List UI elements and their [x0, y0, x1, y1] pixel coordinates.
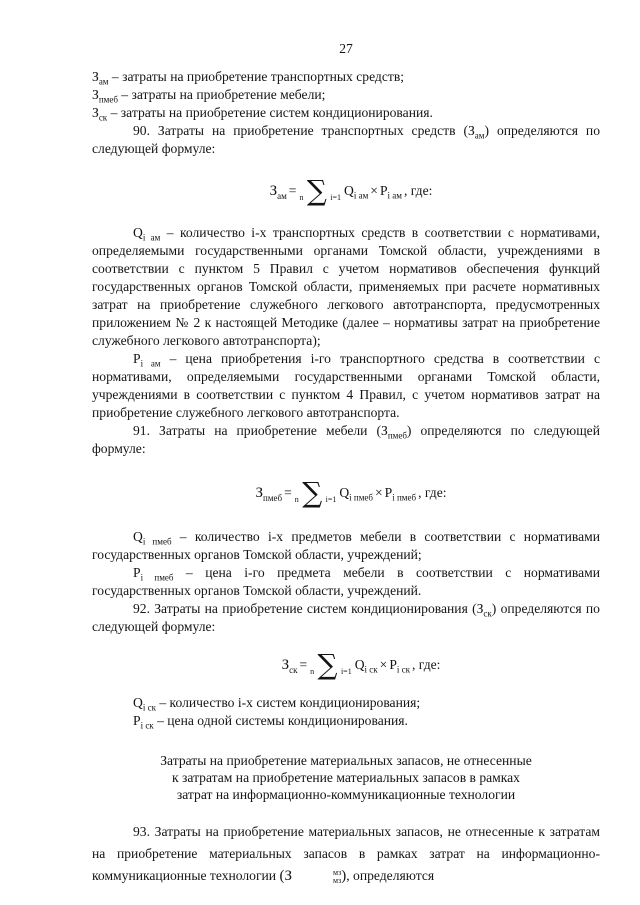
lhs-subscript: ск: [289, 665, 298, 675]
definition-text: – количество i-х систем кондиционирования;: [155, 695, 421, 710]
sum-upper-limit: n: [310, 667, 315, 676]
heading-line: Затраты на приобретение материальных запасов, не отнесенные: [160, 753, 532, 768]
sum-upper-limit: n: [299, 193, 304, 202]
definition-zam: [92, 68, 600, 86]
sum-symbol: [299, 174, 342, 207]
formula-air-conditioning: [122, 636, 600, 694]
formula-quantity: [355, 656, 378, 674]
q-symbol: Q: [339, 485, 350, 500]
formula-price: [389, 656, 410, 674]
definition-qpmeb: [92, 528, 600, 564]
lhs-symbol: З: [255, 485, 264, 501]
definition-text: – затраты на приобретение мебели;: [117, 87, 326, 102]
paragraph-tail: , определяются: [346, 868, 435, 883]
formula-tail: , где:: [418, 485, 447, 500]
formula-tail: , где:: [412, 657, 441, 672]
q-subscript: i ам: [353, 190, 369, 201]
definition-zsk: [92, 104, 600, 122]
sigma-glyph: ∑: [317, 648, 338, 681]
subscript: i ам: [140, 358, 161, 369]
superscript: мз: [333, 867, 342, 877]
subscript: i ам: [142, 232, 161, 243]
definition-text: – цена i-го предмета мебели в соответствии с нормативами государственных органов Томской области, учреждений.: [92, 565, 600, 598]
symbol: P: [133, 351, 141, 366]
p-symbol: P: [379, 183, 388, 198]
q-symbol: Q: [344, 183, 354, 198]
lhs-symbol: З: [269, 183, 278, 199]
heading-line: к затратам на приобретение материальных запасов в рамках: [172, 770, 520, 785]
paragraph-tail: ) определяются по следующей формуле:: [92, 423, 600, 456]
formula-times: ×: [379, 657, 388, 672]
subscript: i пмеб: [142, 536, 172, 547]
paragraph-text: 90. Затраты на приобретение транспортных средств (З: [133, 123, 475, 138]
p-subscript: i пмеб: [392, 492, 417, 503]
formula-lhs: [256, 484, 283, 502]
formula-equals: =: [299, 657, 308, 672]
heading-line: затрат на информационно-коммуникационные технологии: [176, 787, 516, 802]
paragraph-91: [92, 422, 600, 458]
paragraph-text: 91. Затраты на приобретение мебели (З: [133, 423, 388, 438]
p-symbol: P: [384, 485, 393, 500]
q-subscript: i пмеб: [349, 492, 373, 503]
q-subscript: i ск: [364, 664, 378, 675]
formula-equals: =: [284, 485, 292, 500]
page-number: 27: [339, 41, 353, 56]
formula-times: ×: [375, 485, 383, 500]
definition-qsk: [92, 694, 600, 712]
symbol: Q: [133, 529, 143, 544]
symbol: P: [133, 713, 141, 728]
inline-formula: (З мз мз ): [279, 867, 347, 885]
paragraph-93: [92, 821, 600, 887]
formula-tail: , где:: [403, 183, 433, 198]
definition-text: – затраты на приобретение транспортных средств;: [108, 69, 405, 84]
subscript: i пмеб: [140, 572, 174, 583]
definition-text: – затраты на приобретение систем кондиционирования.: [107, 105, 433, 120]
subscript: ск: [98, 112, 108, 123]
script-stack: [292, 869, 341, 885]
formula-transport: [102, 158, 600, 224]
formula-price: [380, 182, 402, 200]
subscript: мз: [333, 875, 342, 885]
formula-price: [385, 484, 416, 502]
subscript: ам: [474, 130, 485, 141]
definition-qam: [92, 224, 600, 350]
sigma-glyph: ∑: [302, 476, 323, 509]
paragraph-tail: ) определяются по следующей формуле:: [92, 123, 601, 156]
symbol: З: [92, 69, 99, 84]
p-symbol: P: [389, 657, 397, 672]
paragraph-text: 93. Затраты на приобретение материальных запасов, не отнесенные к затратам на приобретение материальных запасов в рамках затрат на информационно-коммуникационные технологии: [92, 824, 600, 883]
paragraph-90: [92, 122, 600, 158]
sum-lower-limit: i=1: [340, 667, 352, 676]
definition-text: – цена одной системы кондиционирования.: [153, 713, 408, 728]
formula-lhs: [270, 182, 287, 200]
subscript: пмеб: [387, 430, 407, 441]
subscript: пмеб: [98, 94, 118, 105]
symbol: Q: [133, 225, 143, 240]
definition-text: – цена приобретения i-го транспортного средства в соответствии с нормативами, определяемыми государственными органами Томской области, учреждениями в соответствии с пунктом 4 Правил, с учетом нормативов затрат на приобретение служебного легкового автотранспорта.: [92, 351, 600, 420]
sum-symbol: [310, 648, 352, 681]
paragraph-text: 92. Затраты на приобретение систем кондиционирования (З: [133, 601, 484, 616]
sigma-glyph: ∑: [306, 174, 327, 207]
subscript: ам: [98, 76, 109, 87]
subscript: ск: [483, 608, 492, 619]
definition-text: – количество i-х предметов мебели в соответствии с нормативами государственных органов Томской области, учреждений;: [92, 529, 601, 562]
paragraph-tail: ) определяются по следующей формуле:: [92, 601, 600, 634]
q-symbol: Q: [354, 657, 365, 672]
formula-quantity: [344, 182, 368, 200]
lhs-subscript: ам: [277, 191, 287, 201]
lhs-symbol: З: [281, 657, 290, 673]
sum-lower-limit: i=1: [330, 193, 342, 202]
formula-furniture: [102, 458, 600, 528]
section-heading: [92, 752, 600, 803]
sum-lower-limit: i=1: [325, 495, 337, 504]
formula-times: ×: [370, 183, 378, 198]
sum-symbol: [294, 476, 337, 509]
symbol: З: [284, 868, 292, 884]
definition-ppmeb: [92, 564, 600, 600]
definition-text: – количество i-х транспортных средств в соответствии с нормативами, определяемыми государственными органами Томской области, учреждениями в соответствии с пунктом 5 Правил с учетом нормативов обеспечения функций государственных органов Томской области, применяемых при расчете нормативных затрат на приобретение служебного легкового автотранспорта, предусмотренных приложением № 2 к настоящей Методике (далее – нормативы затрат на приобретение служебного легкового автотранспорта);: [92, 225, 600, 348]
formula-quantity: [339, 484, 373, 502]
sum-upper-limit: n: [294, 495, 299, 504]
lhs-subscript: пмеб: [263, 493, 283, 503]
p-subscript: i ам: [387, 190, 402, 201]
subscript: i ск: [140, 720, 154, 731]
definition-pam: [92, 350, 600, 422]
definition-psk: [92, 712, 600, 730]
formula-equals: =: [288, 183, 297, 198]
symbol: З: [92, 105, 99, 120]
formula-lhs: [282, 656, 298, 674]
symbol: P: [133, 565, 141, 580]
symbol: З: [92, 87, 99, 102]
subscript: i ск: [142, 702, 156, 713]
symbol: Q: [133, 695, 143, 710]
definition-zpmeb: [92, 86, 600, 104]
p-subscript: i ск: [396, 664, 410, 675]
paragraph-92: [92, 600, 600, 636]
